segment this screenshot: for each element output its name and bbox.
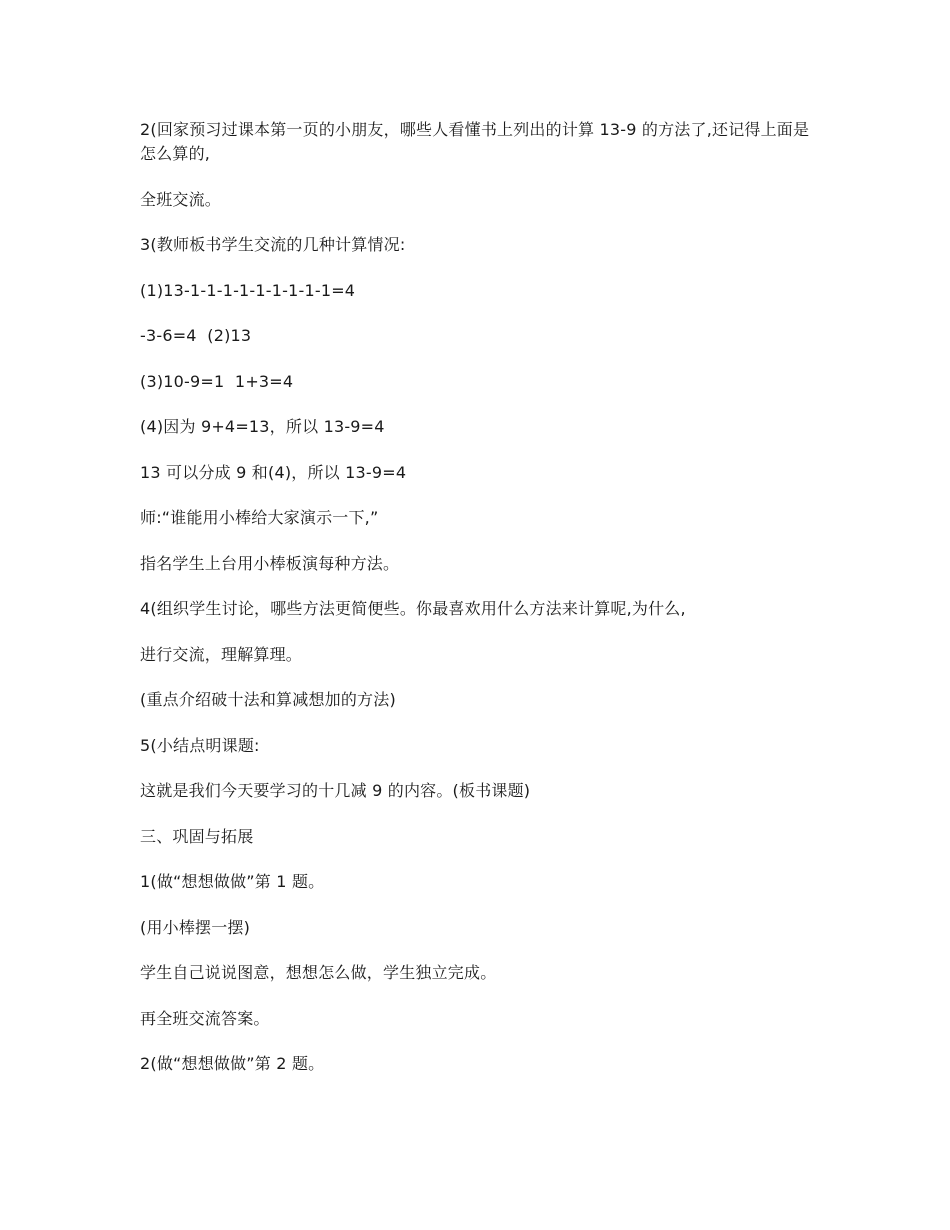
paragraph: (用小棒摆一摆) [140,917,251,937]
paragraph: 指名学生上台用小棒板演每种方法。 [140,553,400,573]
paragraph: (3)10-9=1 1+3=4 [140,371,294,391]
document-body [140,118,810,1076]
paragraph: 2(回家预习过课本第一页的小朋友，哪些人看懂书上列出的计算 13-9 的方法了,还记得上面是怎么算的, [140,120,810,163]
paragraph: (1)13-1-1-1-1-1-1-1-1-1=4 [140,280,356,300]
paragraph: 4(组织学生讨论，哪些方法更简便些。你最喜欢用什么方法来计算呢,为什么, [140,599,686,618]
paragraph: 13 可以分成 9 和(4)，所以 13-9=4 [140,462,407,482]
paragraph: 2(做“想想做做”第 2 题。 [140,1054,325,1073]
paragraph: 师:“谁能用小棒给大家演示一下,” [140,508,379,527]
paragraph: -3-6=4 (2)13 [140,326,252,345]
paragraph: 1(做“想想做做”第 1 题。 [140,872,325,891]
paragraph: (重点介绍破十法和算减想加的方法) [140,690,396,709]
paragraph: 这就是我们今天要学习的十几减 9 的内容。(板书课题) [140,781,531,800]
paragraph: 5(小结点明课题: [140,735,260,755]
paragraph: 进行交流，理解算理。 [140,644,303,664]
section-heading: 三、巩固与拓展 [140,826,254,846]
paragraph: 再全班交流答案。 [140,1008,270,1028]
paragraph: 3(教师板书学生交流的几种计算情况: [140,235,406,254]
paragraph: 全班交流。 [140,189,222,209]
paragraph: (4)因为 9+4=13，所以 13-9=4 [140,417,385,436]
paragraph: 学生自己说说图意，想想怎么做，学生独立完成。 [140,963,497,982]
